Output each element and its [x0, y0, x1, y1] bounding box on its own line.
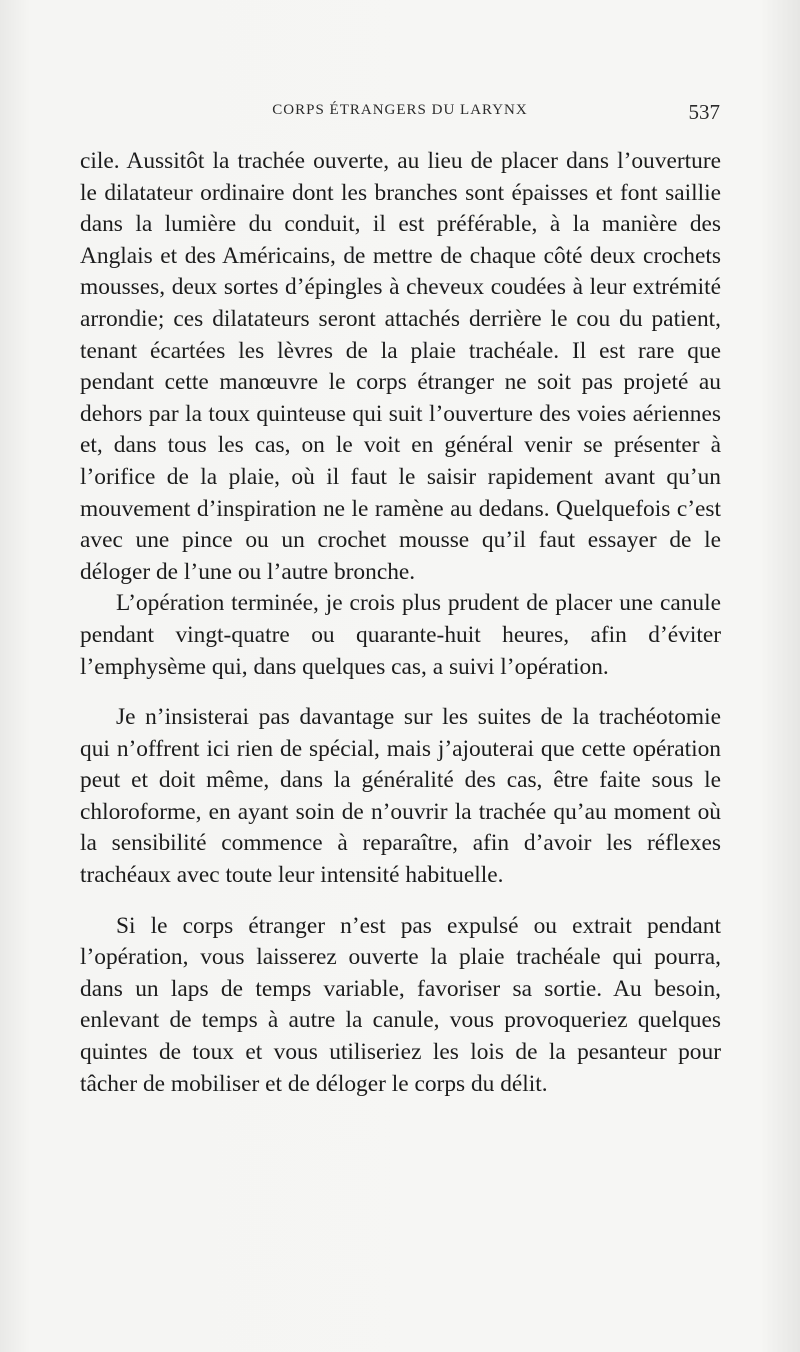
paragraph-2: L’opération terminée, je crois plus prudent de placer une canule pendant vingt-quatre ou quarante-huit heures, afin d’éviter l’emphysème qui, dans quelques cas, a suivi l’opération.: [80, 590, 721, 680]
page-number: 537: [688, 100, 720, 124]
paragraph-3: Je n’insisterai pas davantage sur les suites de la trachéotomie qui n’offrent ici rien de spécial, mais j’ajouterai que cette opération peut et doit même, dans la généralité des cas, être faite sous le chloroforme, en ayant soin de n’ouvrir la trachée qu’au moment où la sensibilité commence à reparaître, afin d’avoir les réflexes trachéaux avec toute leur intensité habituelle.: [80, 704, 721, 889]
paragraph-1: cile. Aussitôt la trachée ouverte, au lieu de placer dans l’ouverture le dilatateur ordinaire dont les branches sont épaisses et font saillie dans la lumière du conduit, il est préférable, à la manière des Anglais et des Américains, de mettre de chaque côté deux crochets mousses, deux sortes d’épingles à cheveux coudées à leur extrémité arrondie; ces dilatateurs seront attachés derrière le cou du patient, tenant écartées les lèvres de la plaie trachéale. Il est rare que pendant cette manœuvre le corps étranger ne soit pas projeté au dehors par la toux quinteuse qui suit l’ouverture des voies aériennes et, dans tous les cas, on le voit en général venir se présenter à l’orifice de la plaie, où il faut le saisir rapidement avant qu’un mouvement d’inspiration ne le ramène au dedans. Quelquefois c’est avec une pince ou un crochet mousse qu’il faut essayer de le déloger de l’une ou l’autre bronche.: [80, 148, 721, 585]
paragraph-4: Si le corps étranger n’est pas expulsé ou extrait pendant l’opération, vous laisserez ouverte la plaie trachéale qui pourra, dans un laps de temps variable, favoriser sa sortie. Au besoin, enlevant de temps à autre la canule, vous provoqueriez quelques quintes de toux et vous utiliseriez les lois de la pesanteur pour tâcher de mobiliser et de déloger le corps du délit.: [80, 912, 721, 1097]
running-title: CORPS ÉTRANGERS DU LARYNX: [272, 102, 528, 118]
running-head: [80, 100, 720, 124]
body-text: [80, 146, 721, 1100]
